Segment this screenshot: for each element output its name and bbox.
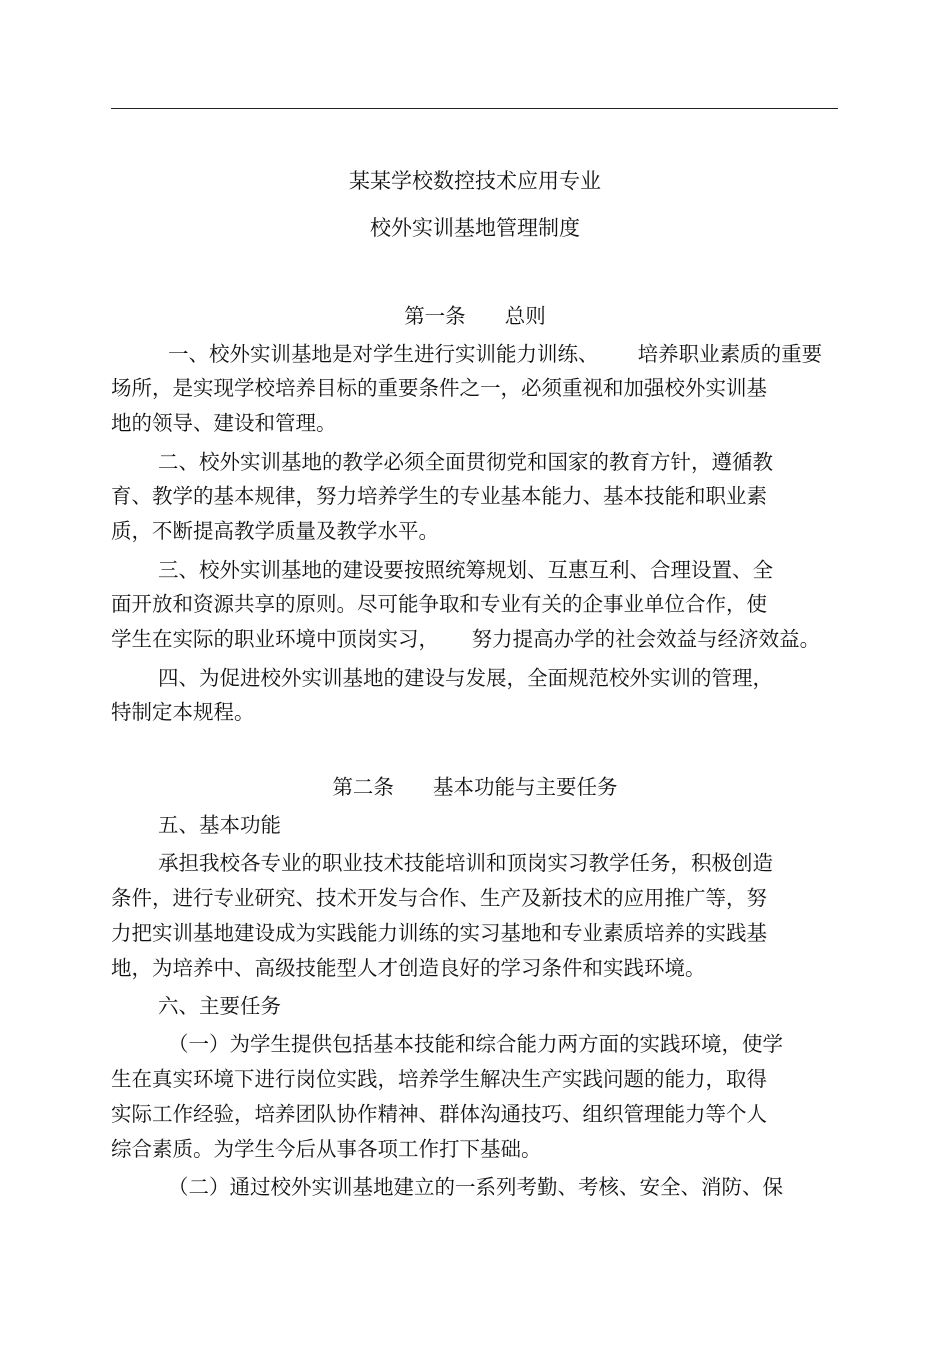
paragraph-line: （二）通过校外实训基地建立的一系列考勤、考核、安全、消防、保 xyxy=(168,1175,783,1199)
paragraph-line: 三、校外实训基地的建设要按照统筹规划、互惠互利、合理设置、全 xyxy=(158,558,773,582)
section-1-heading: 第一条 总则 xyxy=(404,304,546,328)
paragraph-line: （一）为学生提供包括基本技能和综合能力两方面的实践环境，使学 xyxy=(168,1032,783,1056)
document-title-line-1: 某某学校数控技术应用专业 xyxy=(349,169,601,193)
header-rule xyxy=(111,108,838,109)
paragraph-line: 学生在实际的职业环境中顶岗实习， 努力提高办学的社会效益与经济效益。 xyxy=(111,627,821,651)
paragraph-line: 生在真实环境下进行岗位实践，培养学生解决生产实践问题的能力，取得 xyxy=(111,1067,767,1091)
paragraph-line: 条件，进行专业研究、技术开发与合作、生产及新技术的应用推广等，努 xyxy=(111,886,767,910)
paragraph-line: 二、校外实训基地的教学必须全面贯彻党和国家的教育方针，遵循教 xyxy=(158,450,773,474)
paragraph-line: 质，不断提高教学质量及教学水平。 xyxy=(111,519,439,543)
paragraph-line: 特制定本规程。 xyxy=(111,700,255,724)
section-2-heading: 第二条 基本功能与主要任务 xyxy=(332,775,618,799)
paragraph-line: 育、教学的基本规律，努力培养学生的专业基本能力、基本技能和职业素 xyxy=(111,484,767,508)
paragraph-line: 地的领导、建设和管理。 xyxy=(111,411,337,435)
paragraph-line: 面开放和资源共享的原则。尽可能争取和专业有关的企事业单位合作，使 xyxy=(111,592,767,616)
paragraph-line: 力把实训基地建设成为实践能力训练的实习基地和专业素质培养的实践基 xyxy=(111,921,767,945)
subheading-line: 五、基本功能 xyxy=(158,813,281,837)
document-title-line-2: 校外实训基地管理制度 xyxy=(370,216,580,240)
paragraph-line: 实际工作经验，培养团队协作精神、群体沟通技巧、组织管理能力等个人 xyxy=(111,1102,767,1126)
paragraph-line: 综合素质。为学生今后从事各项工作打下基础。 xyxy=(111,1137,542,1161)
paragraph-line: 一、校外实训基地是对学生进行实训能力训练、 培养职业素质的重要 xyxy=(168,342,823,366)
paragraph-line: 场所，是实现学校培养目标的重要条件之一，必须重视和加强校外实训基 xyxy=(111,376,767,400)
paragraph-line: 地，为培养中、高级技能型人才创造良好的学习条件和实践环境。 xyxy=(111,956,706,980)
paragraph-line: 承担我校各专业的职业技术技能培训和顶岗实习教学任务，积极创造 xyxy=(158,851,773,875)
paragraph-line: 四、为促进校外实训基地的建设与发展，全面规范校外实训的管理， xyxy=(158,666,773,690)
subheading-line: 六、主要任务 xyxy=(158,994,281,1018)
